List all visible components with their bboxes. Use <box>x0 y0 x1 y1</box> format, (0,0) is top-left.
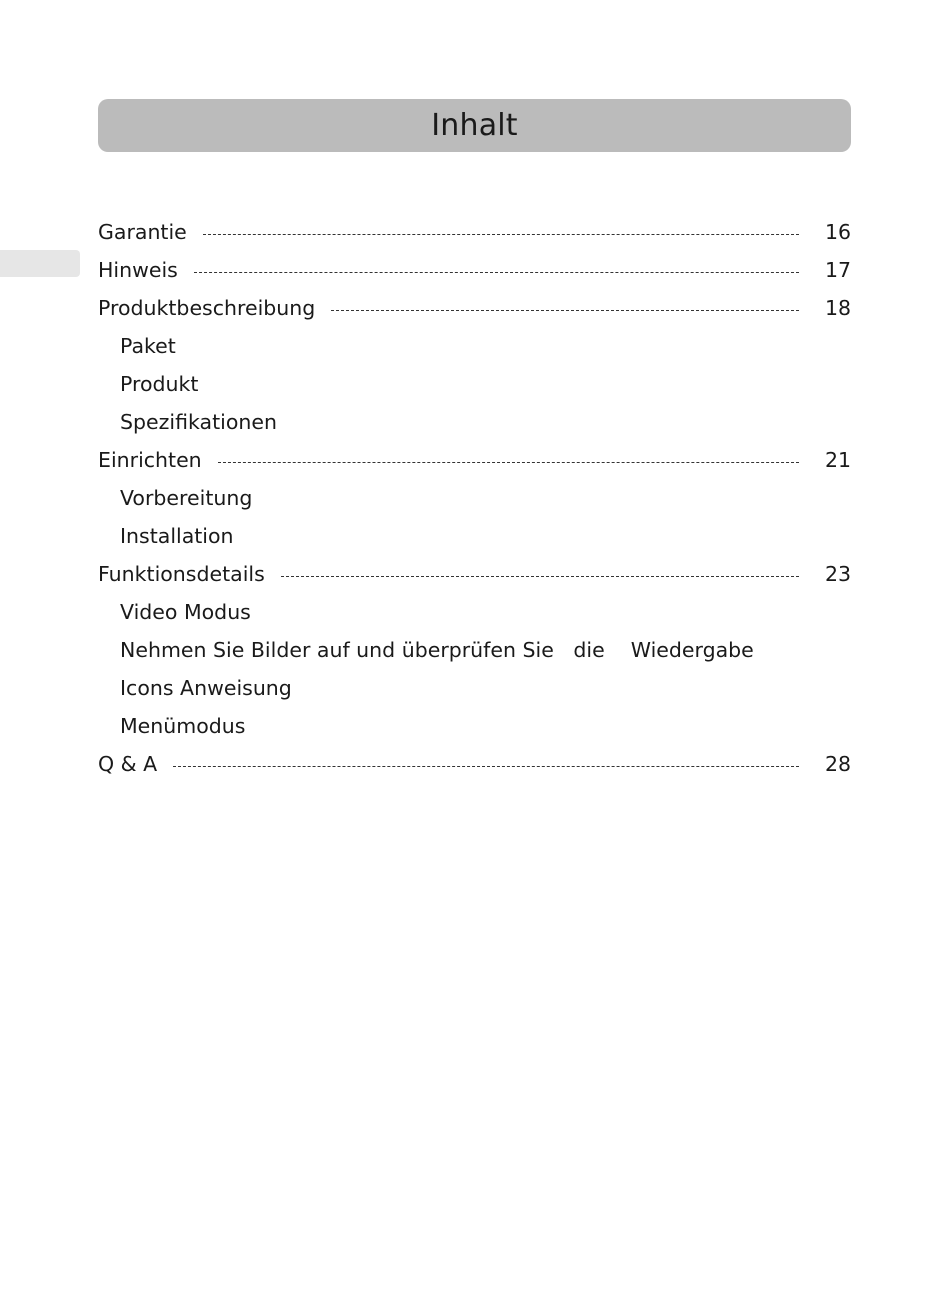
dotted-leader <box>194 272 799 273</box>
toc-subentry-label: Menümodus <box>120 714 246 738</box>
toc-subentry-label: Spezifikationen <box>120 410 277 434</box>
toc-entry-funktionsdetails[interactable] <box>98 555 851 593</box>
side-tab-marker <box>0 250 80 277</box>
toc-subentry-label: Icons Anweisung <box>120 676 292 700</box>
toc-subentry-label: Installation <box>120 524 234 548</box>
dotted-leader <box>281 576 799 577</box>
toc-subentry-installation[interactable] <box>98 517 851 555</box>
toc-entry-label: Hinweis <box>98 258 178 282</box>
dotted-leader <box>331 310 799 311</box>
toc-page-number: 17 <box>825 258 852 282</box>
toc-entry-label: Funktionsdetails <box>98 562 265 586</box>
toc-subentry-icons-anweisung[interactable] <box>98 669 851 707</box>
toc-subentry-menuemodus[interactable] <box>98 707 851 745</box>
toc-page-number: 23 <box>825 562 852 586</box>
toc-entry-q-and-a[interactable] <box>98 745 851 783</box>
toc-entry-einrichten[interactable] <box>98 441 851 479</box>
toc-subentry-produkt[interactable] <box>98 365 851 403</box>
toc-entry-produktbeschreibung[interactable] <box>98 289 851 327</box>
toc-entry-garantie[interactable] <box>98 213 851 251</box>
toc-subentry-vorbereitung[interactable] <box>98 479 851 517</box>
page-title: Inhalt <box>431 108 518 143</box>
toc-subentry-label: Vorbereitung <box>120 486 253 510</box>
toc-subentry-label: Produkt <box>120 372 199 396</box>
dotted-leader <box>203 234 799 235</box>
table-of-contents <box>98 213 851 783</box>
toc-subentry-video-modus[interactable] <box>98 593 851 631</box>
dotted-leader <box>218 462 799 463</box>
toc-page-number: 28 <box>825 752 852 776</box>
toc-page-number: 18 <box>825 296 852 320</box>
toc-entry-hinweis[interactable] <box>98 251 851 289</box>
toc-entry-label: Garantie <box>98 220 187 244</box>
toc-subentry-label: Video Modus <box>120 600 251 624</box>
toc-entry-label: Q & A <box>98 752 158 776</box>
dotted-leader <box>173 766 799 767</box>
toc-page-number: 21 <box>825 448 852 472</box>
toc-entry-label: Produktbeschreibung <box>98 296 316 320</box>
title-bar <box>98 99 851 152</box>
toc-subentry-label: Paket <box>120 334 176 358</box>
toc-entry-label: Einrichten <box>98 448 202 472</box>
toc-subentry-spezifikationen[interactable] <box>98 403 851 441</box>
toc-subentry-label: Nehmen Sie Bilder auf und überprüfen Sie die Wiedergabe <box>120 638 754 662</box>
toc-subentry-bilder-wiedergabe[interactable] <box>98 631 851 669</box>
toc-subentry-paket[interactable] <box>98 327 851 365</box>
toc-page-number: 16 <box>825 220 852 244</box>
